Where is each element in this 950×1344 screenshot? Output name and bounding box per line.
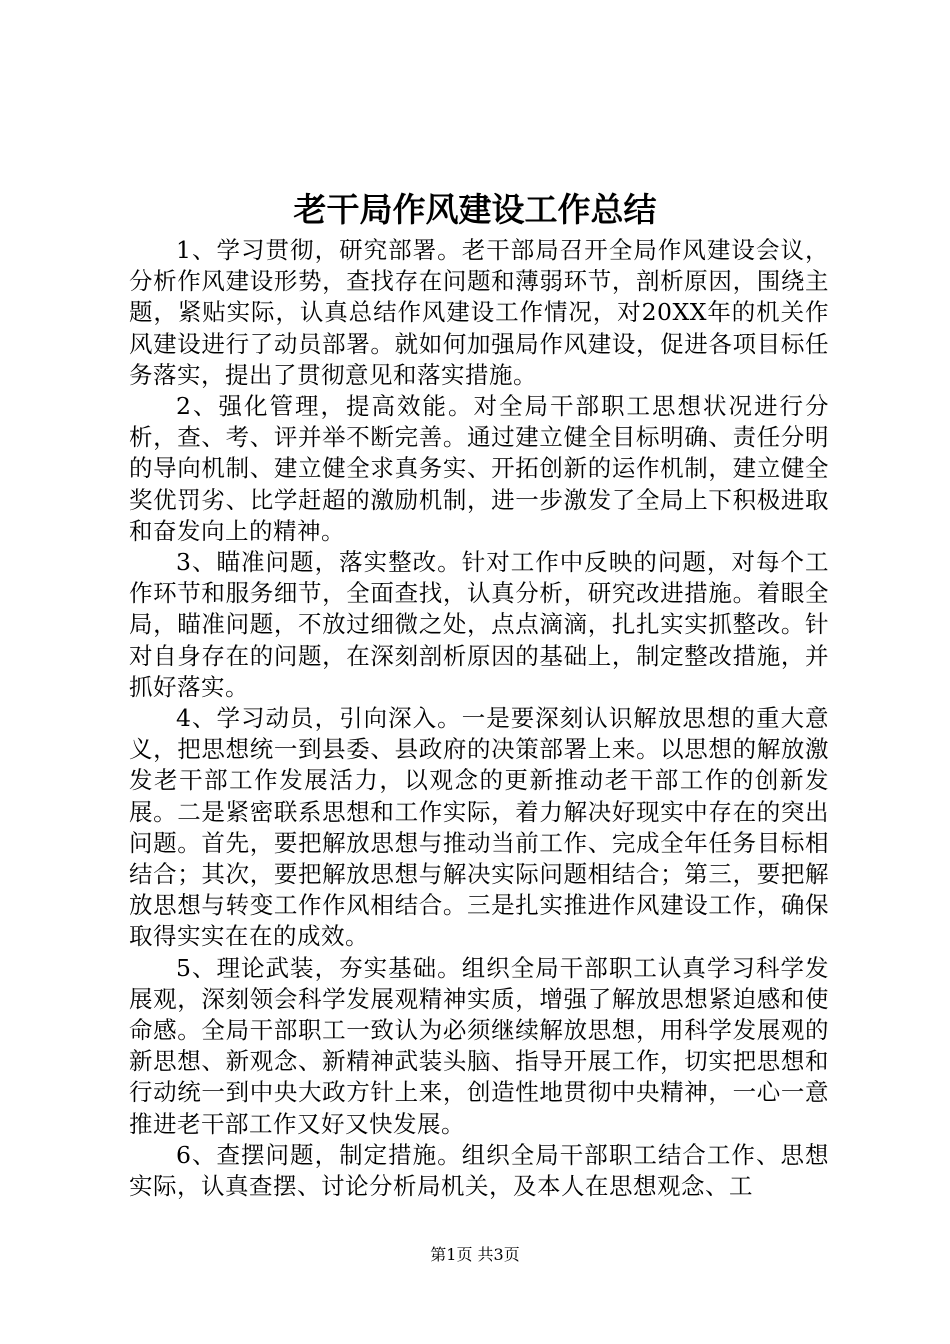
- document-title: 老干局作风建设工作总结: [293, 190, 657, 229]
- document-body: [129, 235, 829, 1202]
- paragraph-5: 5、理论武装，夯实基础。组织全局干部职工认真学习科学发展观，深刻领会科学发展观精神实质，增强了解放思想紧迫感和使命感。全局干部职工一致认为必须继续解放思想，用科学发展观的新思想、新观念、新精神武装头脑、指导开展工作，切实把思想和行动统一到中央大政方针上来，创造性地贯彻中央精神，一心一意推进老干部工作又好又快发展。: [129, 953, 829, 1138]
- paragraph-2: 2、强化管理，提高效能。对全局干部职工思想状况进行分析，查、考、评并举不断完善。通过建立健全目标明确、责任分明的导向机制、建立健全求真务实、开拓创新的运作机制，建立健全奖优罚劣、比学赶超的激励机制，进一步激发了全局上下积极进取和奋发向上的精神。: [129, 392, 829, 545]
- paragraph-1: 1、学习贯彻，研究部署。老干部局召开全局作风建设会议，分析作风建设形势，查找存在问题和薄弱环节，剖析原因，围绕主题，紧贴实际，认真总结作风建设工作情况，对20XX年的机关作风建设进行了动员部署。就如何加强局作风建设，促进各项目标任务落实，提出了贯彻意见和落实措施。: [129, 236, 829, 389]
- page-footer: 第1页 共3页: [430, 1245, 520, 1264]
- paragraph-3: 3、瞄准问题，落实整改。针对工作中反映的问题，对每个工作环节和服务细节，全面查找，认真分析，研究改进措施。着眼全局，瞄准问题，不放过细微之处，点点滴滴，扎扎实实抓整改。针对自身存在的问题，在深刻剖析原因的基础上，制定整改措施，并抓好落实。: [129, 548, 829, 701]
- paragraph-6: 6、查摆问题，制定措施。组织全局干部职工结合工作、思想实际，认真查摆、讨论分析局机关，及本人在思想观念、工: [129, 1140, 829, 1201]
- paragraph-4: 4、学习动员，引向深入。一是要深刻认识解放思想的重大意义，把思想统一到县委、县政府的决策部署上来。以思想的解放激发老干部工作发展活力，以观念的更新推动老干部工作的创新发展。二是紧密联系思想和工作实际，着力解决好现实中存在的突出问题。首先，要把解放思想与推动当前工作、完成全年任务目标相结合；其次，要把解放思想与解决实际问题相结合；第三，要把解放思想与转变工作作风相结合。三是扎实推进作风建设工作，确保取得实实在在的成效。: [129, 704, 829, 951]
